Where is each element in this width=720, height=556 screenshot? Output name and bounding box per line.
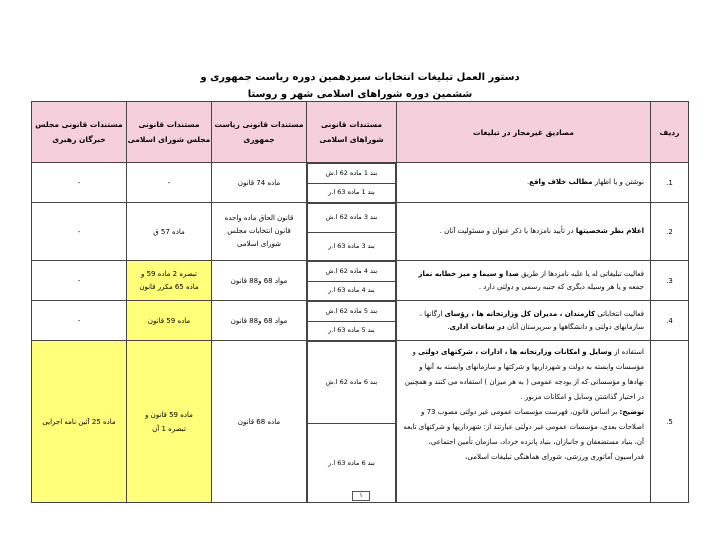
presidency-cell: ماده 68 قانون bbox=[212, 341, 307, 503]
table-row bbox=[32, 203, 689, 261]
document-title-line1: دستور العمل تبلیغات انتخابات سیزدهمین دوره ریاست جمهوری و bbox=[200, 72, 520, 83]
councils-cell bbox=[307, 301, 397, 341]
councils-cell bbox=[307, 203, 397, 261]
parliament-cell: تبصره 2 ماده 59 و ماده 65 مکرر قانون bbox=[127, 261, 212, 301]
row-text: نوشتن و یا اظهار مطالب خلاف واقع. bbox=[397, 163, 651, 203]
row-text: فعالیت انتخاباتی کارمندان ، مدیران کل وزارتخانه ها ، رؤسای ارگانها ، سازمانهای دولتی و دانشگاهها و سرپرستان آنان در ساعات اداری. bbox=[397, 301, 651, 341]
page-number: ۱ bbox=[352, 491, 370, 501]
header-examples: مصادیق غیرمجاز در تبلیغات bbox=[397, 102, 651, 163]
councils-ref: بند 1 ماده 62 ا.ش bbox=[308, 164, 396, 184]
table-row bbox=[32, 261, 689, 301]
header-councils: مستندات قانونی شوراهای اسلامی bbox=[307, 102, 397, 163]
presidency-cell: مواد 68 و88 قانون bbox=[212, 261, 307, 301]
regulations-table bbox=[31, 101, 689, 503]
table-row bbox=[32, 301, 689, 341]
row-number: 3. bbox=[651, 261, 689, 301]
councils-ref: بند 6 ماده 63 ا.ر bbox=[308, 424, 396, 502]
row-text: فعالیت تبلیغاتی له یا علیه نامزدها از طریق صدا و سیما و میز خطابه نماز جمعه و یا هر وسیله دیگری که جنبه رسمی و دولتی دارد . bbox=[397, 261, 651, 301]
councils-ref: بند 3 ماده 62 ا.ش bbox=[308, 204, 396, 233]
councils-ref: بند 5 ماده 62 ا.ش bbox=[308, 302, 396, 322]
presidency-cell: مواد 68 و88 قانون bbox=[212, 301, 307, 341]
parliament-cell: ماده 59 قانون bbox=[127, 301, 212, 341]
parliament-cell: - bbox=[127, 163, 212, 203]
councils-ref: بند 4 ماده 63 ا.ر bbox=[308, 281, 396, 300]
header-parliament: مستندات قانونی مجلس شورای اسلامی bbox=[127, 102, 212, 163]
councils-cell bbox=[307, 341, 397, 503]
header-experts: مستندات قانونی مجلس خبرگان رهبری bbox=[32, 102, 127, 163]
councils-ref: بند 1 ماده 63 ا.ر bbox=[308, 183, 396, 202]
table-row bbox=[32, 341, 689, 503]
councils-ref: بند 6 ماده 62 ا.ش bbox=[308, 342, 396, 424]
header-presidency: مستندات قانونی ریاست جمهوری bbox=[212, 102, 307, 163]
row-number: 2. bbox=[651, 203, 689, 261]
row-number: 1. bbox=[651, 163, 689, 203]
row-number: 5. bbox=[651, 341, 689, 503]
table-row bbox=[32, 163, 689, 203]
document-title-line2: ششمین دوره شوراهای اسلامی شهر و روستا bbox=[247, 89, 473, 100]
experts-cell: - bbox=[32, 203, 127, 261]
councils-cell bbox=[307, 261, 397, 301]
parliament-cell: ماده 57 ق bbox=[127, 203, 212, 261]
row-text: اعلام نظر شخصیتها در تأیید نامزدها با ذکر عنوان و مسئولیت آنان . bbox=[397, 203, 651, 261]
header-row: ردیف bbox=[651, 102, 689, 163]
experts-cell: - bbox=[32, 163, 127, 203]
experts-cell: - bbox=[32, 261, 127, 301]
row-text: استفاده از وسایل و امکانات وزارتخانه ها ، ادارات ، شرکتهای دولتی و مؤسسات وابسته به دولت و شهرداریها و شرکتها و سازمانهای وابسته به آنها و نهادها و مؤسساتی که از بودجه عمومی ( به هر میزان ) استفاده می کنند و همچنین در اختیار گذاشتن وسایل و امکانات مزبور . توضیح: بر اساس قانون، فهرست مؤسسات عمومی غیر دولتی مصوب 73 و اصلاحات بعدی، مؤسسات عمومی غیر دولتی عبارتند از: شهرداریها و شرکتهای تابعه آن، بنیاد مستضعفان و جانبازان، بنیاد پانزده خرداد، سازمان تأمین اجتماعی، فدراسیون آماتوری ورزشی، شورای هماهنگی تبلیغات اسلامی، bbox=[397, 341, 651, 503]
councils-ref: بند 3 ماده 63 ا.ر bbox=[308, 232, 396, 260]
row-number: 4. bbox=[651, 301, 689, 341]
presidency-cell: قانون الحاق ماده واحده قانون انتخابات مجلس شورای اسلامی bbox=[212, 203, 307, 261]
councils-ref: بند 4 ماده 62 ا.ش bbox=[308, 262, 396, 282]
experts-cell: ماده 25 آئین نامه اجرایی bbox=[32, 341, 127, 503]
parliament-cell: ماده 59 قانون و تبصره 1 آن bbox=[127, 341, 212, 503]
councils-ref: بند 5 ماده 63 ا.ر bbox=[308, 321, 396, 340]
presidency-cell: ماده 74 قانون bbox=[212, 163, 307, 203]
councils-cell bbox=[307, 163, 397, 203]
experts-cell: - bbox=[32, 301, 127, 341]
